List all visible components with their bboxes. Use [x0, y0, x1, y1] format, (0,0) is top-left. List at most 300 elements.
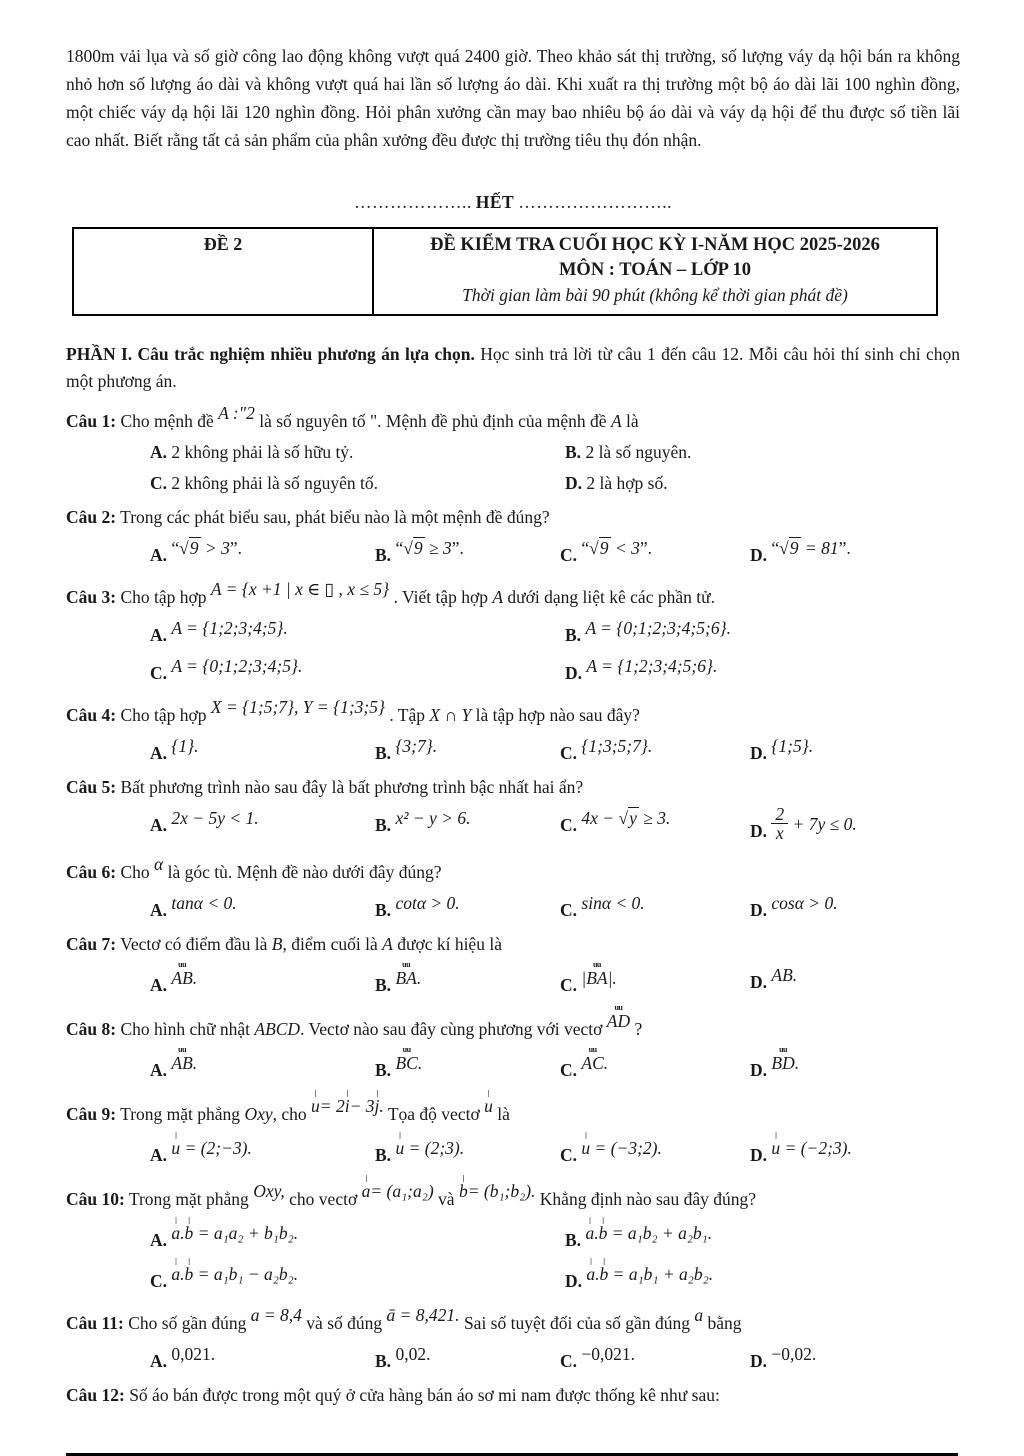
option-letter: D.	[750, 1350, 768, 1371]
math-inline: .	[192, 968, 198, 989]
radical: √9	[179, 537, 199, 558]
question	[66, 930, 960, 1001]
question-label: Câu 5:	[66, 776, 117, 797]
option-letter: C.	[560, 544, 578, 565]
options-grid	[66, 1215, 960, 1297]
option-letter: B.	[375, 742, 392, 763]
answer-option	[565, 1256, 960, 1297]
problem-text: 1800m vải lụa và số giờ công lao động không vượt quá 2400 giờ. Theo khảo sát thị trường, số lượng váy dạ hội bán ra không nhỏ hơn số lượng áo dài và không vượt quá hai lần số lượng áo dài. Khi xuất ra thị trường một bộ áo dài lãi 100 nghìn đồng, một chiếc váy dạ hội lãi 120 nghìn đồng. Hỏi phân xưởng cần may bao nhiêu bộ áo dài và váy dạ hội để thu được số tiền lãi cao nhất. Biết rằng tất cả sản phẩm của phân xưởng đều được thị trường tiêu thụ đón nhận.	[66, 46, 960, 150]
option-text	[171, 653, 302, 680]
option-letter: B.	[375, 1350, 392, 1371]
option-letter: A.	[150, 975, 168, 996]
question-head	[66, 399, 960, 435]
option-text	[771, 733, 813, 760]
option-text	[581, 733, 652, 760]
vector-notation: uu BA	[586, 962, 608, 989]
math-inline: AB.	[771, 965, 798, 986]
math-inline: .	[379, 1096, 384, 1117]
question	[66, 1090, 960, 1171]
vector-arrow-icon: |	[602, 1216, 604, 1224]
option-text: 2 là số nguyên.	[585, 441, 692, 462]
option-text: “√9 > 3”.	[171, 537, 242, 558]
question-head	[66, 503, 960, 531]
math-inline: tanα < 0.	[171, 893, 237, 914]
question-label: Câu 10:	[66, 1188, 125, 1209]
vector-notation: | a	[171, 1216, 181, 1243]
math-inline: x² − y > 6.	[395, 807, 471, 828]
option-text	[581, 1047, 608, 1077]
vector-notation: | b	[184, 1216, 194, 1243]
option-letter: D.	[750, 820, 768, 841]
answer-option	[150, 651, 565, 689]
answer-option	[750, 960, 960, 1001]
math-inline: = 81	[800, 537, 839, 558]
math-inline: ≥ 3.	[638, 807, 671, 828]
option-text: 2 không phải là số nguyên tố.	[171, 472, 378, 493]
question-text: Cho tập hợp A = {x +1 | x ∈ ▯ , x ≤ 5} . Viết tập hợp A dưới dạng liệt kê các phần tử.	[116, 587, 715, 607]
vector-arrow-icon: uu	[178, 962, 187, 970]
math-inline: ABCD	[254, 1019, 301, 1040]
option-text	[171, 890, 236, 917]
math-inline: .	[594, 1222, 599, 1243]
math-inline: a = 8,4	[250, 1304, 302, 1325]
answer-option	[560, 888, 750, 926]
option-text: −0,021.	[581, 1343, 636, 1364]
vector-arrow-icon: |	[314, 1090, 317, 1098]
vector-arrow-icon: |	[365, 1175, 367, 1182]
answer-option	[150, 613, 565, 651]
question-text: Vectơ có điểm đầu là B, điểm cuối là A được kí hiệu là	[116, 934, 502, 955]
option-letter: C.	[150, 472, 168, 493]
fraction: $\frac{2}{x}$	[771, 805, 788, 843]
question-label: Câu 9:	[66, 1104, 117, 1124]
answer-option	[750, 1045, 960, 1086]
answer-option	[150, 1215, 565, 1256]
option-letter: B.	[375, 1060, 392, 1081]
option-letter: A.	[150, 742, 168, 763]
answer-option	[375, 1130, 560, 1171]
option-text	[395, 733, 437, 760]
vector-arrow-icon: |	[175, 1257, 177, 1265]
option-text	[171, 1132, 251, 1162]
question-head	[66, 1175, 960, 1213]
vector-notation: uu AD	[606, 1005, 631, 1032]
math-inline: cotα > 0.	[395, 893, 460, 914]
option-letter: D.	[565, 1270, 583, 1291]
option-text: 2 là hợp số.	[586, 472, 668, 493]
answer-option	[565, 651, 960, 689]
exam-subject: MÔN : TOÁN – LỚP 10	[558, 260, 752, 280]
math-inline: < 3	[610, 537, 640, 558]
option-letter: B.	[375, 814, 392, 835]
option-letter: D.	[750, 1060, 768, 1081]
vector-notation: | u	[771, 1132, 781, 1158]
vector-notation: | b	[184, 1257, 194, 1284]
question-head	[66, 1005, 960, 1043]
questions-list	[66, 399, 960, 1409]
option-text: “√9 = 81”.	[771, 537, 851, 558]
question	[66, 1381, 960, 1409]
vector-arrow-icon: |	[175, 1216, 177, 1224]
vector-arrow-icon: |	[775, 1132, 777, 1139]
option-text	[771, 805, 856, 843]
question-text: Cho tập hợp X = {1;5;7}, Y = {1;3;5} . Tập X ∩ Y là tập hợp nào sau đây?	[116, 705, 640, 725]
math-inline: sinα < 0.	[581, 893, 645, 914]
math-inline: Oxy	[244, 1104, 273, 1124]
math-inline: .	[595, 1263, 600, 1284]
option-letter: C.	[150, 662, 168, 683]
math-inline: A	[492, 586, 504, 607]
part1-heading	[66, 341, 960, 395]
answer-option	[150, 1130, 375, 1171]
vector-notation: | a	[361, 1175, 371, 1201]
part1-heading-bold: PHẦN I. Câu trắc nghiệm nhiều phương án lựa chọn.	[66, 344, 475, 364]
question-head	[66, 693, 960, 729]
option-text: −0,02.	[771, 1343, 817, 1364]
question-head	[66, 1090, 960, 1128]
vector-notation: | u	[581, 1132, 591, 1158]
option-letter: A.	[150, 624, 168, 645]
option-letter: C.	[560, 1145, 578, 1165]
answer-option	[560, 1339, 750, 1377]
math-inline: A = {0;1;2;3;4;5;6}.	[585, 617, 731, 638]
options-grid	[66, 960, 960, 1001]
math-inline: cosα > 0.	[771, 893, 838, 914]
option-text	[771, 962, 797, 989]
vector-arrow-icon: |	[590, 1257, 592, 1265]
vector-arrow-icon: uu	[588, 1047, 597, 1055]
answer-option	[150, 803, 375, 847]
math-inline: = a₁b₂ + a₂b₁.	[607, 1222, 713, 1243]
answer-option	[150, 960, 375, 1001]
answer-option	[375, 1339, 560, 1377]
math-inline: = 2	[319, 1096, 345, 1117]
answer-option	[375, 533, 560, 571]
answer-option	[375, 731, 560, 769]
het-label: HẾT	[475, 192, 515, 212]
vector-notation: uu BA	[395, 962, 417, 989]
math-inline: = a₁a₂ + b₁b₂.	[193, 1222, 299, 1243]
question	[66, 1175, 960, 1297]
math-inline: A :"2	[218, 403, 255, 423]
option-text	[395, 1132, 464, 1162]
answer-option	[565, 1215, 960, 1256]
vector-arrow-icon: |	[188, 1216, 190, 1224]
option-letter: A.	[150, 814, 168, 835]
option-letter: C.	[560, 975, 578, 996]
math-inline: = (b₁;b₂).	[467, 1181, 536, 1201]
option-letter: D.	[750, 544, 768, 565]
option-text: “√9 ≥ 3”.	[395, 537, 464, 558]
answer-option	[560, 1045, 750, 1086]
answer-option	[750, 803, 960, 847]
math-inline: 2x − 5y < 1.	[171, 807, 259, 828]
vector-notation: | u	[171, 1132, 181, 1158]
option-letter: D.	[750, 1145, 768, 1165]
option-text	[171, 1258, 298, 1288]
option-text	[581, 890, 644, 917]
options-grid	[66, 1045, 960, 1086]
option-letter: D.	[750, 900, 768, 921]
radical: √9	[589, 537, 609, 558]
exam-code-cell: ĐỀ 2	[73, 228, 373, 315]
question	[66, 575, 960, 689]
question-label: Câu 12:	[66, 1384, 125, 1405]
option-letter: B.	[375, 975, 392, 996]
vector-arrow-icon: uu	[178, 1047, 187, 1055]
math-inline: = (a₁;a₂)	[370, 1181, 434, 1201]
vector-notation: | b	[599, 1257, 609, 1284]
vector-notation: | u	[311, 1090, 320, 1117]
question-label: Câu 2:	[66, 506, 117, 527]
vector-arrow-icon: uu	[592, 962, 601, 970]
question-label: Câu 4:	[66, 704, 117, 725]
option-letter: C.	[560, 814, 578, 835]
exam-duration: Thời gian làm bài 90 phút (không kể thời gian phát đề)	[462, 285, 848, 305]
math-inline: = (−3;2).	[590, 1138, 662, 1158]
answer-option	[750, 1130, 960, 1171]
exam-title-cell	[373, 228, 937, 315]
answer-option	[150, 1045, 375, 1086]
answer-option	[565, 613, 960, 651]
vector-arrow-icon: |	[399, 1132, 401, 1139]
math-inline: = (−2;3).	[780, 1138, 852, 1158]
question-label: Câu 3:	[66, 586, 117, 607]
math-inline: α	[154, 854, 164, 875]
radical: √y	[618, 807, 637, 828]
vector-notation: | j	[374, 1090, 380, 1117]
vector-arrow-icon: |	[487, 1090, 490, 1098]
vector-arrow-icon: |	[462, 1175, 464, 1182]
vector-arrow-icon: uu	[402, 1047, 411, 1055]
answer-option	[560, 731, 750, 769]
option-text: 0,021.	[171, 1343, 216, 1364]
option-text: 0,02.	[395, 1343, 431, 1364]
option-letter: B.	[375, 900, 392, 921]
vector-notation: uu BC	[395, 1047, 418, 1074]
option-text	[771, 890, 837, 917]
math-inline: {3;7}.	[395, 735, 438, 756]
option-letter: B.	[565, 624, 582, 645]
option-letter: A.	[150, 1145, 168, 1165]
question	[66, 1301, 960, 1377]
math-inline: = a₁b₁ + a₂b₂.	[608, 1263, 714, 1284]
option-letter: B.	[375, 544, 392, 565]
option-text	[585, 615, 731, 642]
option-text: “√9 < 3”.	[581, 537, 652, 558]
option-text	[771, 1132, 851, 1162]
vector-arrow-icon: |	[585, 1132, 587, 1139]
math-inline: − 3	[349, 1096, 375, 1117]
question-text: Cho hình chữ nhật ABCD. Vectơ nào sau đây cùng phương với vectơ uu AD ?	[116, 1005, 643, 1040]
math-inline: ≥ 3	[424, 537, 452, 558]
answer-option	[560, 533, 750, 571]
answer-option	[375, 960, 560, 1001]
question-head	[66, 930, 960, 958]
option-text	[171, 733, 198, 760]
math-inline: {1;3;5;7}.	[581, 735, 653, 756]
option-text	[171, 1217, 298, 1247]
answer-option	[150, 888, 375, 926]
option-text	[171, 962, 197, 992]
options-grid	[66, 533, 960, 571]
math-inline: .	[180, 1222, 185, 1243]
math-inline: .	[192, 1053, 198, 1074]
exam-title: ĐỀ KIỂM TRA CUỐI HỌC KỲ I-NĂM HỌC 2025-2026	[430, 235, 880, 255]
answer-option	[565, 468, 960, 499]
math-inline: {1}.	[171, 735, 199, 756]
option-letter: C.	[560, 1350, 578, 1371]
het-dots-right: ……………………..	[518, 192, 672, 212]
option-text	[585, 1217, 712, 1247]
vector-notation: | b	[458, 1175, 468, 1201]
option-text	[395, 962, 421, 992]
vector-arrow-icon: |	[175, 1132, 177, 1139]
math-inline: |.	[607, 968, 617, 989]
option-text	[586, 1258, 713, 1288]
vector-notation: | b	[598, 1216, 608, 1243]
math-inline: .	[180, 1263, 185, 1284]
option-letter: A.	[150, 1350, 168, 1371]
vector-notation: uu AC	[581, 1047, 604, 1074]
math-inline: A	[610, 410, 622, 431]
answer-option	[750, 1339, 960, 1377]
math-inline: A	[382, 934, 393, 955]
vector-arrow-icon: uu	[614, 1005, 623, 1013]
math-inline: ā = 8,421.	[386, 1304, 460, 1325]
vector-arrow-icon: |	[188, 1257, 190, 1265]
question-head	[66, 1301, 960, 1337]
math-inline: .	[416, 968, 422, 989]
question-label: Câu 1:	[66, 410, 117, 431]
math-inline: A = {1;2;3;4;5;6}.	[586, 655, 718, 676]
math-inline: .	[794, 1053, 800, 1074]
answer-option	[150, 437, 565, 468]
math-inline: Oxy,	[253, 1181, 285, 1201]
question-head	[66, 850, 960, 886]
answer-option	[150, 1339, 375, 1377]
options-grid	[66, 1130, 960, 1171]
math-inline: .	[417, 1053, 423, 1074]
option-text	[581, 805, 670, 832]
option-letter: C.	[560, 1060, 578, 1081]
option-text	[581, 1132, 661, 1162]
question	[66, 850, 960, 926]
option-letter: B.	[375, 1145, 392, 1165]
question	[66, 399, 960, 499]
option-letter: B.	[565, 1229, 582, 1250]
vector-notation: | a	[171, 1257, 181, 1284]
question-text: Trong các phát biểu sau, phát biểu nào là một mệnh đề đúng?	[116, 506, 550, 527]
math-inline: = a₁b₁ − a₂b₂.	[193, 1263, 299, 1284]
question-text: Trong mặt phẳng Oxy, cho vectơ | a = (a₁;a₂) và | b = (b₁;b₂). Khẳng định nào sau đây đúng?	[124, 1175, 757, 1209]
math-inline: A = {x +1 | x ∈ ▯ , x ≤ 5}	[210, 578, 390, 599]
option-letter: A.	[150, 1060, 168, 1081]
vector-arrow-icon: |	[589, 1216, 591, 1224]
math-inline: |	[581, 968, 587, 989]
option-text	[395, 1047, 422, 1077]
radical: √9	[779, 537, 799, 558]
math-inline: .	[603, 1053, 609, 1074]
answer-option	[750, 533, 960, 571]
option-text	[395, 890, 459, 917]
het-dots-left: ………………..	[354, 192, 472, 212]
math-inline: a	[694, 1304, 704, 1325]
option-letter: B.	[565, 441, 582, 462]
option-letter: C.	[560, 900, 578, 921]
question	[66, 773, 960, 847]
math-inline: > 3	[200, 537, 230, 558]
option-text	[771, 1047, 799, 1077]
vector-arrow-icon: uu	[779, 1047, 787, 1055]
option-letter: D.	[565, 662, 583, 683]
option-letter: A.	[150, 441, 168, 462]
question	[66, 693, 960, 769]
math-inline: A = {0;1;2;3;4;5}.	[171, 655, 303, 676]
vector-notation: | i	[344, 1090, 350, 1117]
answer-option	[560, 803, 750, 847]
question-label: Câu 11:	[66, 1312, 124, 1333]
question-text: Trong mặt phẳng Oxy, cho | u = 2 | i − 3 | j . Tọa độ vectơ | u là	[116, 1090, 510, 1124]
question	[66, 1005, 960, 1086]
question-text: Cho α là góc tù. Mệnh đề nào dưới đây đúng?	[116, 862, 441, 882]
options-grid	[66, 803, 960, 847]
option-text	[581, 962, 616, 992]
math-inline: 4x −	[581, 807, 619, 828]
question-label: Câu 7:	[66, 934, 117, 955]
options-grid	[66, 437, 960, 499]
question-head	[66, 575, 960, 611]
vector-notation: | u	[395, 1132, 405, 1158]
math-inline: {1;5}.	[771, 735, 814, 756]
answer-option	[560, 960, 750, 1001]
option-letter: D.	[750, 742, 768, 763]
option-text: 2 không phải là số hữu tỷ.	[171, 441, 354, 462]
options-grid	[66, 1339, 960, 1377]
question-text: Bất phương trình nào sau đây là bất phương trình bậc nhất hai ẩn?	[116, 776, 584, 797]
question	[66, 503, 960, 571]
question-head	[66, 773, 960, 801]
vector-arrow-icon: |	[376, 1090, 378, 1098]
answer-option	[375, 1045, 560, 1086]
option-text	[586, 653, 717, 680]
question-label: Câu 6:	[66, 862, 117, 883]
answer-option	[150, 533, 375, 571]
option-letter: D.	[750, 972, 768, 993]
vector-arrow-icon: |	[346, 1090, 348, 1098]
option-letter: D.	[565, 472, 583, 493]
math-inline: = (2;−3).	[180, 1138, 252, 1158]
vector-arrow-icon: |	[603, 1257, 605, 1265]
option-letter: A.	[150, 1229, 168, 1250]
option-text	[171, 805, 258, 832]
option-letter: A.	[150, 544, 168, 565]
options-grid	[66, 613, 960, 689]
vector-notation: | a	[586, 1257, 596, 1284]
option-letter: C.	[560, 742, 578, 763]
math-inline: X = {1;5;7}, Y = {1;3;5}	[210, 696, 385, 717]
question-text: Cho mệnh đề A :"2 là số nguyên tố ". Mệnh đề phủ định của mệnh đề A là	[116, 411, 639, 431]
vector-notation: | u	[484, 1090, 493, 1117]
answer-option	[375, 888, 560, 926]
vector-notation: | a	[585, 1216, 595, 1243]
math-inline: X ∩ Y	[429, 704, 472, 725]
math-inline: + 7y ≤ 0.	[788, 813, 857, 834]
vector-notation: uu BD	[771, 1047, 795, 1074]
question-text: Số áo bán được trong một quý ở cửa hàng bán áo sơ mi nam được thống kê như sau:	[124, 1384, 720, 1405]
part1-heading-rest: Học sinh trả lời từ câu 1 đến câu 12. Mỗi câu hỏi thí sinh chỉ chọn một phương án.	[66, 344, 961, 391]
option-letter: A.	[150, 900, 168, 921]
